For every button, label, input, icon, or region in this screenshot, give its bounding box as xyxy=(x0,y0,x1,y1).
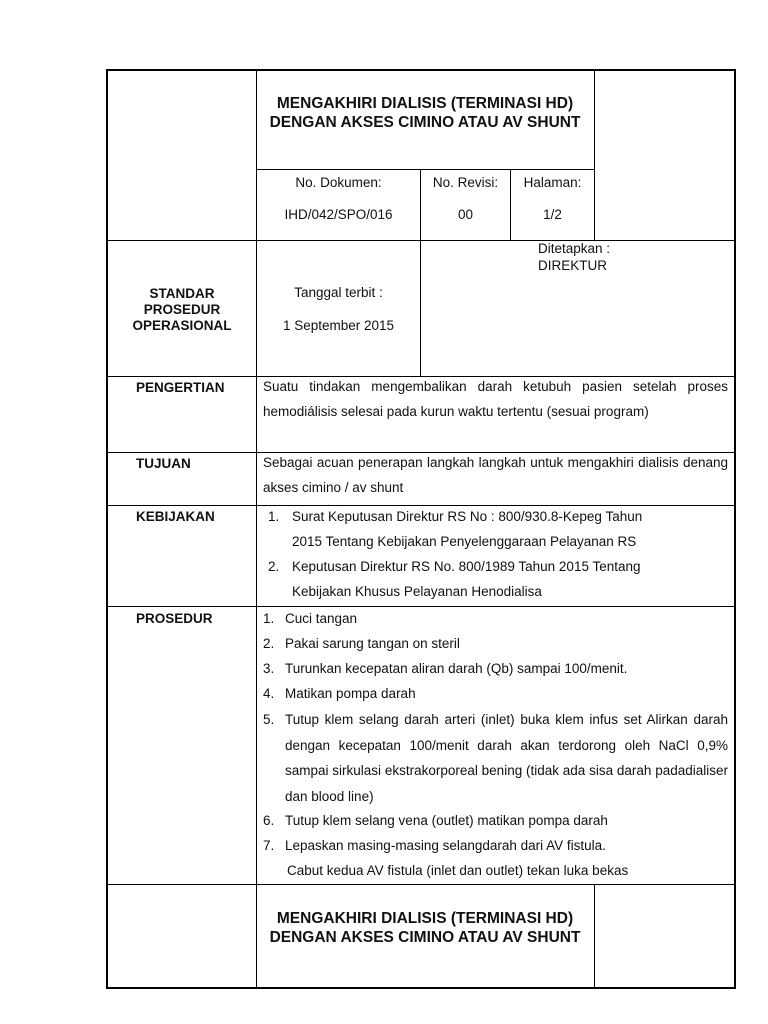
border-left xyxy=(106,69,108,885)
prosedur-step-1: Cuci tangan xyxy=(285,611,358,626)
spo-label: STANDAR PROSEDUR OPERASIONAL xyxy=(132,286,232,333)
prosedur-step-6: Tutup klem selang vena (outlet) matikan pompa darah xyxy=(285,813,608,828)
no-dokumen-value: IHD/042/SPO/016 xyxy=(284,207,393,222)
footer-border-top xyxy=(106,884,736,885)
border-title-right xyxy=(594,69,595,241)
kebijakan-item-1-num: 1. xyxy=(268,509,280,524)
prosedur-step-2: Pakai sarung tangan on steril xyxy=(285,636,460,651)
kebijakan-item-2-line2: Kebijakan Khusus Pelayanan Henodialisa xyxy=(292,584,542,599)
footer-border-bottom xyxy=(106,987,736,989)
kebijakan-item-2-line1: Keputusan Direktur RS No. 800/1989 Tahun 2015 Tentang xyxy=(292,559,641,574)
border-kebijakan-bottom xyxy=(106,606,736,607)
halaman-value: 1/2 xyxy=(543,207,562,222)
no-revisi-label: No. Revisi: xyxy=(432,175,499,190)
ditetapkan-label: Ditetapkan : xyxy=(538,241,611,256)
document-title: MENGAKHIRI DIALISIS (TERMINASI HD) DENGAN AKSES CIMINO ATAU AV SHUNT xyxy=(269,95,581,131)
kebijakan-item-2-num: 2. xyxy=(268,559,280,574)
prosedur-step-1-num: 1. xyxy=(263,611,275,626)
prosedur-step-4-num: 4. xyxy=(263,686,275,701)
no-dokumen-label: No. Dokumen: xyxy=(295,175,382,190)
prosedur-step-7a: Lepaskan masing-masing selangdarah dari AV fistula. xyxy=(285,838,606,853)
kebijakan-item-1-line2: 2015 Tentang Kebijakan Penyelenggaraan Pelayanan RS xyxy=(292,534,637,549)
prosedur-step-2-num: 2. xyxy=(263,636,275,651)
prosedur-step-5-num: 5. xyxy=(263,712,275,727)
border-revisi-left xyxy=(420,169,421,377)
tujuan-label: TUJUAN xyxy=(136,456,191,471)
border-top xyxy=(106,69,736,71)
tujuan-text: Sebagai acuan penerapan langkah langkah untuk mengakhiri dialisis denang akses cimino / av shunt xyxy=(263,455,728,495)
no-revisi-value: 00 xyxy=(457,207,474,222)
border-header-bottom xyxy=(106,240,736,241)
prosedur-step-4: Matikan pompa darah xyxy=(285,686,416,701)
ditetapkan-value: DIREKTUR xyxy=(538,258,608,273)
footer-document-title: MENGAKHIRI DIALISIS (TERMINASI HD) DENGAN AKSES CIMINO ATAU AV SHUNT xyxy=(269,910,581,946)
prosedur-step-3: Turunkan kecepatan aliran darah (Qb) sampai 100/menit. xyxy=(285,661,628,676)
footer-border-left xyxy=(106,884,108,989)
footer-border-right xyxy=(734,884,736,989)
kebijakan-label: KEBIJAKAN xyxy=(136,509,215,524)
prosedur-step-5: Tutup klem selang darah arteri (inlet) buka klem infus set Alirkan darah dengan kecepatan 100/menit darah akan terdorong oleh NaCl 0,9% sampai sirkulasi ekstrakorporeal bening (tidak ada sisa darah padadialiser dan blood line) xyxy=(285,712,728,804)
prosedur-step-7-num: 7. xyxy=(263,838,275,853)
footer-border-col1 xyxy=(256,884,257,989)
border-right xyxy=(734,69,736,885)
pengertian-label: PENGERTIAN xyxy=(136,380,225,395)
tanggal-terbit-label: Tanggal terbit : xyxy=(294,285,383,300)
kebijakan-item-1-line1: Surat Keputusan Direktur RS No : 800/930.8-Kepeg Tahun xyxy=(292,509,643,524)
footer-border-col2 xyxy=(594,884,595,989)
tanggal-terbit-value: 1 September 2015 xyxy=(282,318,395,333)
pengertian-text: Suatu tindakan mengembalikan darah ketubuh pasien setelah proses hemodiálisis selesai pada kurun waktu tertentu (sesuai program) xyxy=(263,379,728,419)
prosedur-step-3-num: 3. xyxy=(263,661,275,676)
prosedur-step-7b: Cabut kedua AV fistula (inlet dan outlet) tekan luka bekas xyxy=(287,863,629,878)
prosedur-label: PROSEDUR xyxy=(136,611,213,626)
prosedur-step-6-num: 6. xyxy=(263,813,275,828)
halaman-label: Halaman: xyxy=(523,175,582,190)
